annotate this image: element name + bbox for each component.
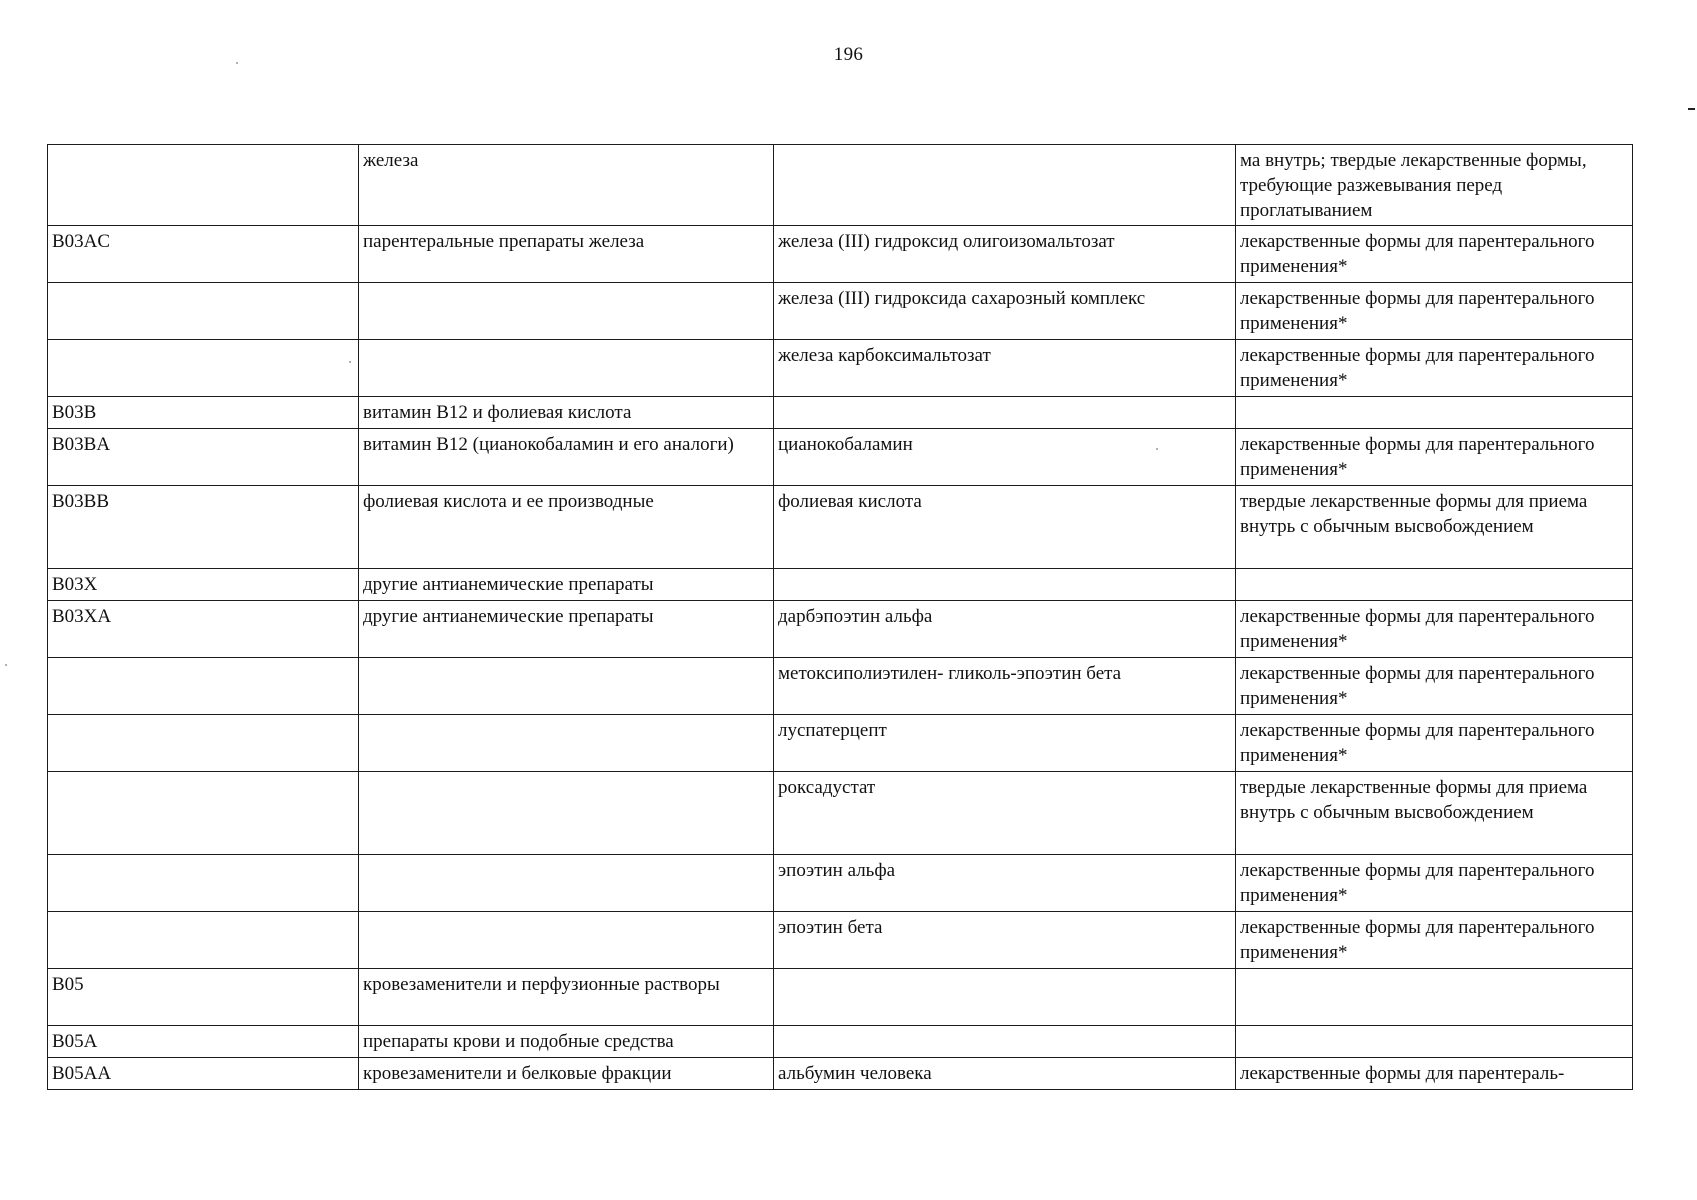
dosage-form-cell: лекарственные формы для парентерального применения* <box>1236 340 1633 397</box>
dosage-form-cell <box>1236 397 1633 429</box>
atc-code-cell <box>48 912 359 969</box>
table-row <box>48 486 1633 569</box>
drug-name-cell: эпоэтин бета <box>774 912 1236 969</box>
dosage-form-cell: твердые лекарственные формы для приема внутрь с обычным высвобождением <box>1236 772 1633 855</box>
drug-name-cell: железа (III) гидроксида сахарозный комплекс <box>774 283 1236 340</box>
drug-name-cell: роксадустат <box>774 772 1236 855</box>
table-row <box>48 855 1633 912</box>
atc-code-cell <box>48 283 359 340</box>
pharmacological-group-cell <box>359 855 774 912</box>
scan-speck <box>5 664 7 666</box>
drug-name-cell: железа карбоксимальтозат <box>774 340 1236 397</box>
atc-code-cell: B03B <box>48 397 359 429</box>
drug-name-cell <box>774 569 1236 601</box>
dosage-form-cell <box>1236 569 1633 601</box>
dosage-form-cell: лекарственные формы для парентерального применения* <box>1236 283 1633 340</box>
table-row <box>48 772 1633 855</box>
dosage-form-cell: лекарственные формы для парентерального применения* <box>1236 658 1633 715</box>
atc-code-cell: B03BB <box>48 486 359 569</box>
pharmacological-group-cell: другие антианемические препараты <box>359 601 774 658</box>
pharmacological-group-cell: витамин B12 (цианокобаламин и его аналоги) <box>359 429 774 486</box>
dosage-form-cell: лекарственные формы для парентерального применения* <box>1236 601 1633 658</box>
drug-name-cell <box>774 969 1236 1026</box>
atc-code-cell <box>48 658 359 715</box>
table-row <box>48 340 1633 397</box>
drug-name-cell <box>774 1026 1236 1058</box>
table-row <box>48 912 1633 969</box>
drug-name-cell: цианокобаламин <box>774 429 1236 486</box>
table-row <box>48 1026 1633 1058</box>
pharmacological-group-cell: парентеральные препараты железа <box>359 226 774 283</box>
atc-code-cell <box>48 340 359 397</box>
dosage-form-cell: лекарственные формы для парентерального применения* <box>1236 429 1633 486</box>
table-row <box>48 226 1633 283</box>
scan-edge-mark <box>1688 108 1695 110</box>
pharmacological-group-cell: другие антианемические препараты <box>359 569 774 601</box>
drug-name-cell: железа (III) гидроксид олигоизомальтозат <box>774 226 1236 283</box>
pharmacological-group-cell <box>359 715 774 772</box>
atc-code-cell: B05AA <box>48 1058 359 1090</box>
dosage-form-cell: лекарственные формы для парентерального применения* <box>1236 715 1633 772</box>
drug-name-cell: метоксиполиэтилен- гликоль-эпоэтин бета <box>774 658 1236 715</box>
dosage-form-cell: лекарственные формы для парентерального применения* <box>1236 855 1633 912</box>
pharmacological-group-cell: витамин B12 и фолиевая кислота <box>359 397 774 429</box>
scan-speck <box>236 62 238 64</box>
atc-code-cell: B03X <box>48 569 359 601</box>
table-row <box>48 969 1633 1026</box>
table-row <box>48 569 1633 601</box>
table-row <box>48 601 1633 658</box>
table-row <box>48 429 1633 486</box>
pharmacological-group-cell: железа <box>359 145 774 226</box>
table-row <box>48 1058 1633 1090</box>
pharmacological-group-cell <box>359 772 774 855</box>
pharmacological-group-cell <box>359 912 774 969</box>
table-row <box>48 658 1633 715</box>
atc-code-cell <box>48 772 359 855</box>
pharmacological-group-cell <box>359 658 774 715</box>
atc-code-cell: B03BA <box>48 429 359 486</box>
drug-name-cell: луспатерцепт <box>774 715 1236 772</box>
atc-code-cell <box>48 145 359 226</box>
pharmacological-group-cell: препараты крови и подобные средства <box>359 1026 774 1058</box>
table-row <box>48 283 1633 340</box>
dosage-form-cell: лекарственные формы для парентераль- <box>1236 1058 1633 1090</box>
page-number: 196 <box>833 44 864 65</box>
atc-code-cell <box>48 715 359 772</box>
dosage-form-cell <box>1236 1026 1633 1058</box>
atc-code-cell <box>48 855 359 912</box>
dosage-form-cell <box>1236 969 1633 1026</box>
dosage-form-cell: ма внутрь; твердые лекарственные формы, требующие разжевывания перед проглатыванием <box>1236 145 1633 226</box>
atc-code-cell: B05A <box>48 1026 359 1058</box>
drug-name-cell <box>774 397 1236 429</box>
dosage-form-cell: твердые лекарственные формы для приема внутрь с обычным высвобождением <box>1236 486 1633 569</box>
dosage-form-cell: лекарственные формы для парентерального применения* <box>1236 912 1633 969</box>
atc-code-cell: B05 <box>48 969 359 1026</box>
pharmacological-group-cell: кровезаменители и перфузионные растворы <box>359 969 774 1026</box>
atc-code-cell: B03XA <box>48 601 359 658</box>
drug-register-table <box>47 144 1633 1090</box>
pharmacological-group-cell: кровезаменители и белковые фракции <box>359 1058 774 1090</box>
drug-name-cell: фолиевая кислота <box>774 486 1236 569</box>
pharmacological-group-cell <box>359 283 774 340</box>
drug-name-cell <box>774 145 1236 226</box>
drug-name-cell: дарбэпоэтин альфа <box>774 601 1236 658</box>
drug-name-cell: альбумин человека <box>774 1058 1236 1090</box>
table-row <box>48 715 1633 772</box>
dosage-form-cell: лекарственные формы для парентерального применения* <box>1236 226 1633 283</box>
pharmacological-group-cell: фолиевая кислота и ее производные <box>359 486 774 569</box>
drug-name-cell: эпоэтин альфа <box>774 855 1236 912</box>
table-row <box>48 397 1633 429</box>
pharmacological-group-cell <box>359 340 774 397</box>
table-row <box>48 145 1633 226</box>
atc-code-cell: B03AC <box>48 226 359 283</box>
